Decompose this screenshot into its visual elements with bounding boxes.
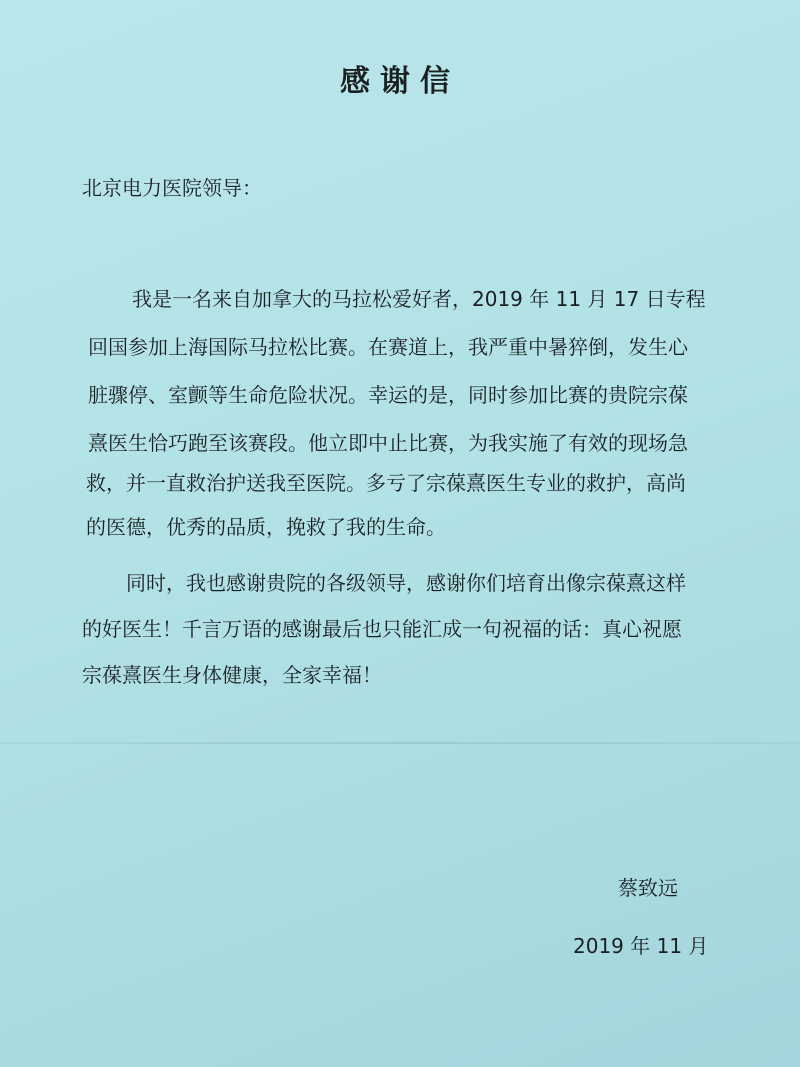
paragraph1-line: 救，并一直救治护送我至医院。多亏了宗葆熹医生专业的救护，高尚: [86, 471, 686, 495]
letter-date: 2019 年 11 月: [573, 934, 709, 958]
letter-salutation: 北京电力医院领导：: [82, 176, 262, 200]
paragraph1-line: 熹医生恰巧跑至该赛段。他立即中止比赛，为我实施了有效的现场急: [88, 431, 688, 455]
paragraph1-line: 我是一名来自加拿大的马拉松爱好者，2019 年 11 月 17 日专程: [132, 287, 706, 311]
letter-signature: 蔡致远: [618, 876, 678, 900]
paragraph1-line: 脏骤停、室颤等生命危险状况。幸运的是，同时参加比赛的贵院宗葆: [88, 383, 688, 407]
paragraph1-line: 的医德，优秀的品质，挽救了我的生命。: [86, 515, 446, 539]
paragraph2-line: 的好医生！千言万语的感谢最后也只能汇成一句祝福的话：真心祝愿: [82, 617, 682, 641]
paragraph2-line: 宗葆熹医生身体健康，全家幸福！: [82, 663, 382, 687]
paper-fold-line: [0, 742, 800, 744]
paragraph2-line: 同时，我也感谢贵院的各级领导，感谢你们培育出像宗葆熹这样: [126, 571, 686, 595]
letter-title: 感谢信: [340, 64, 460, 99]
paragraph1-line: 回国参加上海国际马拉松比赛。在赛道上，我严重中暑猝倒，发生心: [88, 335, 688, 359]
